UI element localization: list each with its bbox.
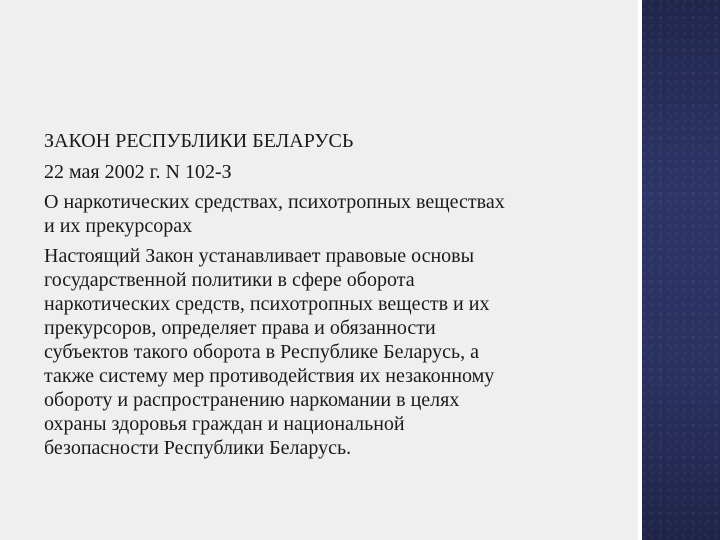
law-subject-line-2: и их прекурсорах [44, 215, 193, 237]
law-body-line: наркотических средств, психотропных веществ и их [44, 293, 490, 315]
law-body-line: Настоящий Закон устанавливает правовые основы [44, 245, 475, 267]
law-body-line: прекурсоров, определяет права и обязанности [44, 317, 436, 339]
law-body-line: субъектов такого оборота в Республике Беларусь, а [44, 341, 479, 363]
law-body-line: охраны здоровья граждан и национальной [44, 413, 405, 435]
law-subject-line-1: О наркотических средствах, психотропных веществах [44, 191, 505, 213]
law-date-number: 22 мая 2002 г. N 102-З [44, 161, 232, 183]
law-body-line: безопасности Республики Беларусь. [44, 437, 352, 459]
side-panel [642, 0, 720, 540]
document-content [44, 129, 624, 460]
law-title: ЗАКОН РЕСПУБЛИКИ БЕЛАРУСЬ [44, 130, 354, 152]
law-body-line: обороту и распространению наркомании в целях [44, 389, 460, 411]
law-body [44, 244, 624, 460]
law-body-line: государственной политики в сфере оборота [44, 269, 415, 291]
law-body-line: также систему мер противодействия их незаконному [44, 365, 495, 387]
